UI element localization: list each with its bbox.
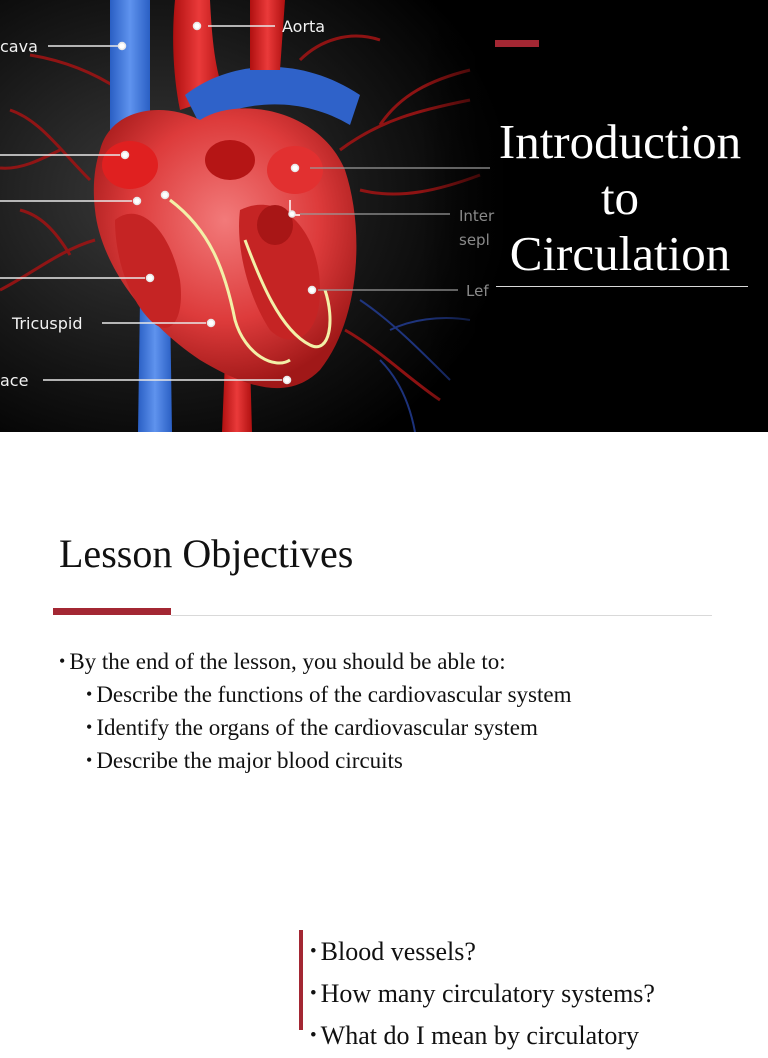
interventricular-label: Inter (459, 207, 495, 225)
bullet-icon: • (86, 684, 93, 704)
title-divider (171, 615, 712, 616)
septum-label: sepl (459, 231, 490, 249)
slide-title (488, 114, 752, 282)
bullet-icon: • (310, 941, 317, 962)
bullet-icon: • (310, 1025, 317, 1046)
question-text: How many circulatory systems? (320, 979, 655, 1008)
title-accent-bar (53, 608, 171, 615)
intro-text: By the end of the lesson, you should be able to: (69, 649, 506, 674)
accent-bar (299, 930, 303, 1030)
aorta-label: Aorta (282, 17, 326, 36)
objective-text: Identify the organs of the cardiovascular system (96, 715, 538, 740)
objective-text: Describe the major blood circuits (96, 748, 403, 773)
objectives-slide (0, 432, 768, 864)
list-item (59, 646, 572, 679)
objective-text: Describe the functions of the cardiovascular system (96, 682, 572, 707)
list-item (310, 932, 655, 974)
page-title: Lesson Objectives (59, 531, 354, 576)
bullet-icon: • (86, 717, 93, 737)
question-text: Blood vessels? (320, 937, 476, 966)
title-line-2: to (600, 170, 640, 225)
list-item (310, 974, 655, 1016)
title-accent-bar (495, 40, 539, 47)
surface-label: ace (0, 371, 29, 390)
tricuspid-label: Tricuspid (12, 314, 83, 333)
vena-cava-label: cava (0, 37, 38, 56)
title-slide (0, 0, 768, 432)
list-item (59, 745, 572, 778)
bullet-icon: • (59, 651, 66, 671)
objectives-list (59, 646, 572, 778)
question-text: What do I mean by circulatory (320, 1021, 640, 1050)
list-item (59, 712, 572, 745)
title-line-1: Introduction (498, 114, 742, 169)
bullet-icon: • (86, 750, 93, 770)
left-label: Lef (466, 282, 489, 300)
questions-list (310, 932, 655, 1058)
list-item (310, 1016, 655, 1058)
questions-slide (0, 864, 768, 1050)
list-item (59, 679, 572, 712)
bullet-icon: • (310, 983, 317, 1004)
title-underline (496, 286, 748, 287)
title-line-3: Circulation (509, 226, 731, 281)
